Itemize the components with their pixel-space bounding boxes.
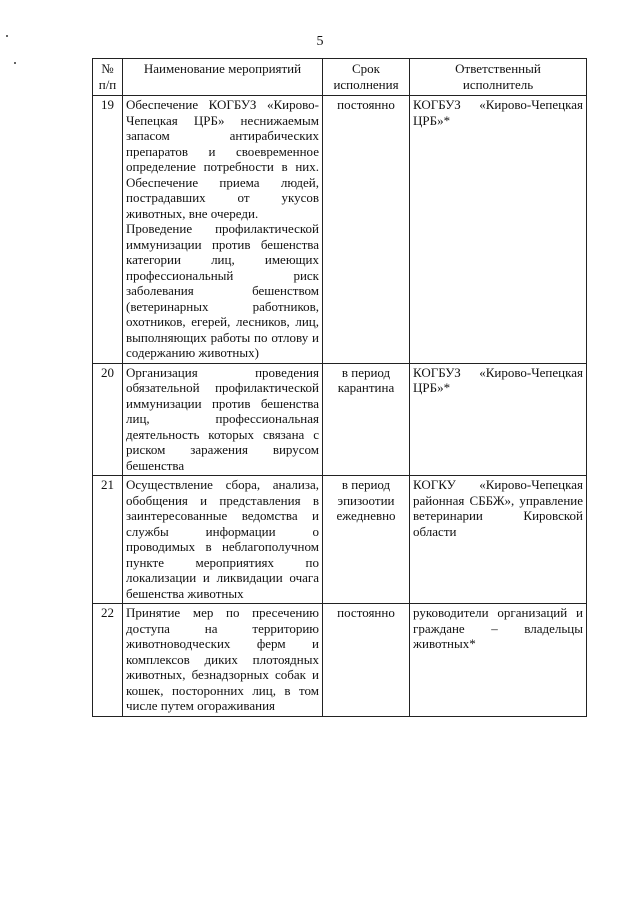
row-number: 20 [93, 363, 123, 476]
measure-name: Обеспечение КОГБУЗ «Кирово-Чепецкая ЦРБ» неснижаемым запасом антирабических препаратов и своевременное определение потребности в них. Обеспечение приема людей, пострадавших от укусов животных, вне очереди. Проведение профилактической иммунизации против бешенства категории лиц, имеющих профессиональный риск заболевания бешенством (ветеринарных работников, охотников, егерей, лесников, лиц, выполняющих работы по отлову и содержанию животных) [123, 96, 323, 364]
header-number: № п/п [93, 59, 123, 96]
page-number: 5 [316, 34, 324, 49]
measure-term: в период эпизоотии ежедневно [323, 476, 410, 604]
table-row [93, 476, 587, 604]
table-row [93, 96, 587, 364]
table-row [93, 604, 587, 717]
measure-responsible: КОГБУЗ «Кирово-Чепецкая ЦРБ»* [410, 96, 587, 364]
measure-term: постоянно [323, 604, 410, 717]
measure-name: Принятие мер по пресечению доступа на территорию животноводческих ферм и комплексов диких плотоядных животных, безнадзорных собак и кошек, посторонних лиц, в том числе путем огораживания [123, 604, 323, 717]
measure-responsible: КОГКУ «Кирово-Чепецкая районная СББЖ», управление ветеринарии Кировской области [410, 476, 587, 604]
header-term: Срок исполнения [323, 59, 410, 96]
row-number: 21 [93, 476, 123, 604]
table-header-row [93, 59, 587, 96]
measure-term: в период карантина [323, 363, 410, 476]
scan-speck [14, 62, 16, 64]
measure-responsible: руководители организаций и граждане – владельцы животных* [410, 604, 587, 717]
row-number: 19 [93, 96, 123, 364]
table-row [93, 363, 587, 476]
measure-name: Осуществление сбора, анализа, обобщения и представления в заинтересованные ведомства и службы информации о проводимых в неблагополучном пункте мероприятиях по локализации и ликвидации очага бешенства животных [123, 476, 323, 604]
header-responsible: Ответственный исполнитель [410, 59, 587, 96]
measure-responsible: КОГБУЗ «Кирово-Чепецкая ЦРБ»* [410, 363, 587, 476]
header-name: Наименование мероприятий [123, 59, 323, 96]
measures-table [92, 58, 587, 717]
row-number: 22 [93, 604, 123, 717]
measure-term: постоянно [323, 96, 410, 364]
measure-name: Организация проведения обязательной профилактической иммунизации против бешенства лиц, профессиональная деятельность которых связана с риском заражения вирусом бешенства [123, 363, 323, 476]
